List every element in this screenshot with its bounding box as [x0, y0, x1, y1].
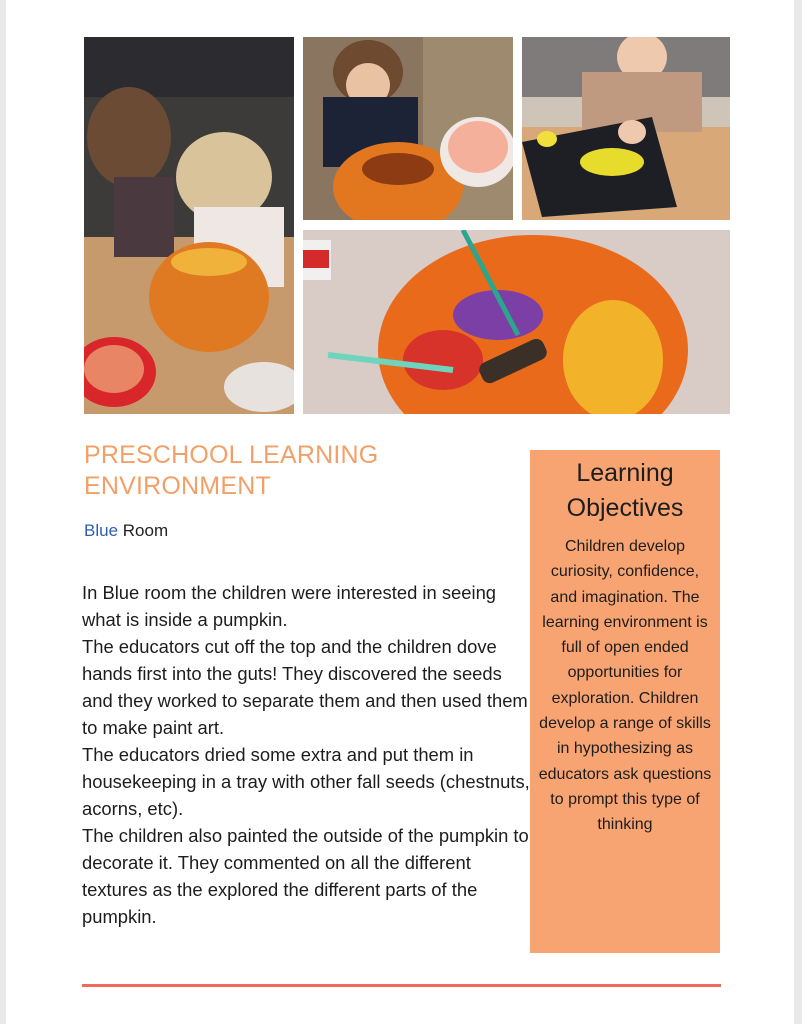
- story-paragraph-4: The children also painted the outside of the pumpkin to decorate it. They commented on all the different textures as the explored the different parts of the pumpkin.: [82, 825, 529, 927]
- photo-boy-spooning-pumpkin: [303, 37, 513, 220]
- photo-child-painting-seeds: [522, 37, 730, 220]
- learning-objectives-box: [530, 450, 720, 953]
- room-color-word: Blue: [84, 521, 119, 540]
- story-paragraph-1: In Blue room the children were interested in seeing what is inside a pumpkin.: [82, 582, 497, 630]
- footer-divider: [82, 984, 721, 987]
- room-label: Room: [122, 521, 169, 540]
- photo-painted-pumpkin: [303, 230, 730, 414]
- section-heading: PRESCHOOL LEARNING ENVIRONMENT: [84, 441, 379, 500]
- room-name: [84, 521, 168, 541]
- learning-objectives-text: Children develop curiosity, confidence, and imagination. The learning environment is full of open ended opportunities for exploration. Children develop a range of skills in hypothesizing as educators ask questions to prompt this type of thinking: [538, 538, 712, 834]
- photo-children-scooping-pumpkin: [84, 37, 294, 414]
- story-paragraph-2: The educators cut off the top and the children dove hands first into the guts! They discovered the seeds and they worked to separate them and then used them to make paint art.: [82, 636, 528, 738]
- story-text: [82, 579, 532, 930]
- learning-objectives-title: Learning Objectives: [566, 459, 684, 522]
- newsletter-page: [6, 0, 794, 1024]
- story-paragraph-3: The educators dried some extra and put them in housekeeping in a tray with other fall seeds (chestnuts, acorns, etc).: [82, 744, 530, 819]
